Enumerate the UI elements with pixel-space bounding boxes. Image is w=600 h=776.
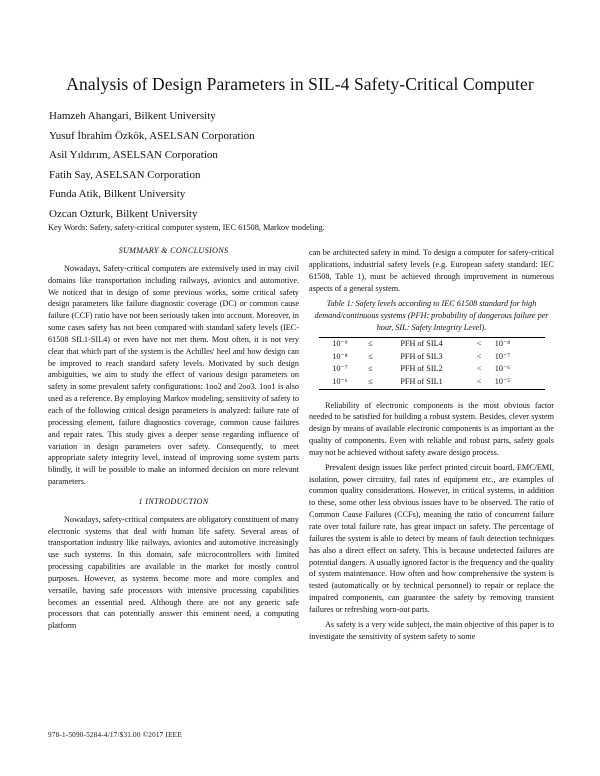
author-line: Funda Atik, Bilkent University <box>49 188 186 200</box>
table-cell: 10⁻⁵ <box>495 376 545 389</box>
body-paragraph: Reliability of electronic components is the most obvious factor needed to be satisfied for building a robust system. Besides, clever system design by means of available electronic components is as important as the quality of components. Even with reliable and robust parts, safety goals may not be achieved without safety aware design process. <box>309 400 554 457</box>
table-row <box>319 338 545 351</box>
table-cell: ≤ <box>368 364 373 374</box>
table-cell: PFH of SIL1 <box>380 376 464 389</box>
table-cell: 10⁻⁶ <box>319 376 361 389</box>
table-cell: PFH of SIL2 <box>400 364 443 374</box>
body-paragraph: As safety is a very wide subject, the main objective of this paper is to investigate the sensitivity of system safety to some <box>309 619 554 641</box>
table-cell: ≤ <box>361 338 380 351</box>
left-column <box>48 245 299 632</box>
table-cell: < <box>463 338 494 351</box>
table-cell: 10⁻⁶ <box>494 364 511 374</box>
table-cell: < <box>476 351 482 361</box>
table-cell: PFH of SIL3 <box>400 351 443 361</box>
table-row <box>319 363 545 376</box>
table-cell: 10⁻⁷ <box>332 364 348 374</box>
summary-paragraph: Nowadays, Safety-critical computers are extensively used in may civil domains like transportation including railways, avionics and automotive. We noticed that in design of some previous works, some critical safety design parameters like failure diagnostic coverage (DC) or common cause failure (CCF) ratio have not been seriously taken into account. Moreover, in some cases safety has not been compared with standard safety levels (IEC-61508 SIL1-SIL4) or even have not met them. Most often, it is not very clear that which part of the system is the Achilles' heel and how design can be improved to reach standard safety levels. Motivated by such design ambiguities, we aim to study the effect of various design parameters on safety in some prevalent safety configurations: 1oo2 and 2oo3. 1oo1 is also used as a reference. By employing Markov modeling, sensitivity of safety to each of the following critical design parameters is analyzed: failure rate of processing element, failure diagnostics coverage, common cause failures and repair rates. This study gives a deeper sense regarding influence of variation in design parameters over safety. Consequently, to meet appropriate safety integrity level, instead of improving some system parts blindly, it will be possible to make an informed decision on more relevant parameters. <box>48 263 299 487</box>
body-paragraph: Prevalent design issues like perfect printed circuit board, EMC/EMI, isolation, power circuitry, fail rates of equipment etc., are examples of common quality considerations. However, in critical systems, in addition to these, some other less obvious issues have to be observed. The ratio of Common Cause Failures (CCFs), meaning the ratio of concurrent failure rate over total failure rate, has great impact on safety. The percentage of failures the system is able to detect by means of fault detection techniques has also a direct effect on safety. This is because undetected failures are potential dangers. A usually ignored factor is the frequency and the quality of system maintenance. How often and how comprehensive the system is tested (automatically or by technical personnel) to repair or replace the impaired components, can guarantee the safety by removing transient failures or refreshing worn-out parts. <box>309 462 554 614</box>
author-line: Fatih Say, ASELSAN Corporation <box>49 168 201 181</box>
table-cell: 10⁻⁸ <box>332 351 348 361</box>
table-cell: 10⁻⁷ <box>494 351 511 361</box>
table-cell: < <box>463 376 494 389</box>
table-cell: ≤ <box>368 351 373 361</box>
author-line: Hamzeh Ahangari, Bilkent University <box>49 110 216 122</box>
paper-title: Analysis of Design Parameters in SIL-4 Safety-Critical Computer <box>66 74 534 94</box>
table-row <box>319 351 545 364</box>
table-cell: 10⁻⁹ <box>319 338 361 351</box>
keywords: Key Words: Safety, safety-critical computer system, IEC 61508, Markov modeling. <box>48 223 325 232</box>
table-cell: 10⁻⁸ <box>495 338 545 351</box>
author-line: Yusuf İbrahim Özkök, ASELSAN Corporation <box>49 129 255 142</box>
right-column <box>309 247 554 642</box>
introduction-paragraph: Nowadays, safety-critical computers are obligatory constituent of many electronic systems that deal with human life safety. Several areas of transportation industry like railways, avionics and automotive increasingly use such systems. In this domain, safe microcontrollers with limited processing capabilities are available in the market for mostly control purposes. However, as systems become more and more complex and versatile, having safe processors with intensive processing capabilities becomes an essential need. Although there are not any generic safe processors that can potentially answer this eminent need, a computing platform <box>48 514 299 631</box>
table-caption: Table 1: Safety levels according to IEC 61508 standard for high demand/continuous systems (PFH: probability of dangerous failure per hour, SIL: Safety Integrity Level). <box>314 299 549 332</box>
table-cell: PFH of SIL4 <box>380 338 464 351</box>
author-line: Ozcan Ozturk, Bilkent University <box>49 207 198 220</box>
table-row <box>319 376 545 389</box>
author-line: Asil Yıldırım, ASELSAN Corporation <box>49 149 218 161</box>
table-cell: < <box>476 364 482 374</box>
sil-table <box>319 337 545 389</box>
copyright-footer: 978-1-5090-5284-4/17/$31.00 ©2017 IEEE <box>48 731 182 739</box>
author-list <box>49 107 255 224</box>
summary-heading: SUMMARY & CONCLUSIONS <box>118 246 229 255</box>
introduction-heading: 1 INTRODUCTION <box>138 496 209 506</box>
continuation-paragraph: can be architected safety in mind. To design a computer for safety-critical applications, industrial safety levels (e.g. European safety standard: IEC 61508, Table 1), must be achieved through improvement in numerous aspects of a general system. <box>309 248 554 293</box>
table-cell: ≤ <box>361 376 380 389</box>
